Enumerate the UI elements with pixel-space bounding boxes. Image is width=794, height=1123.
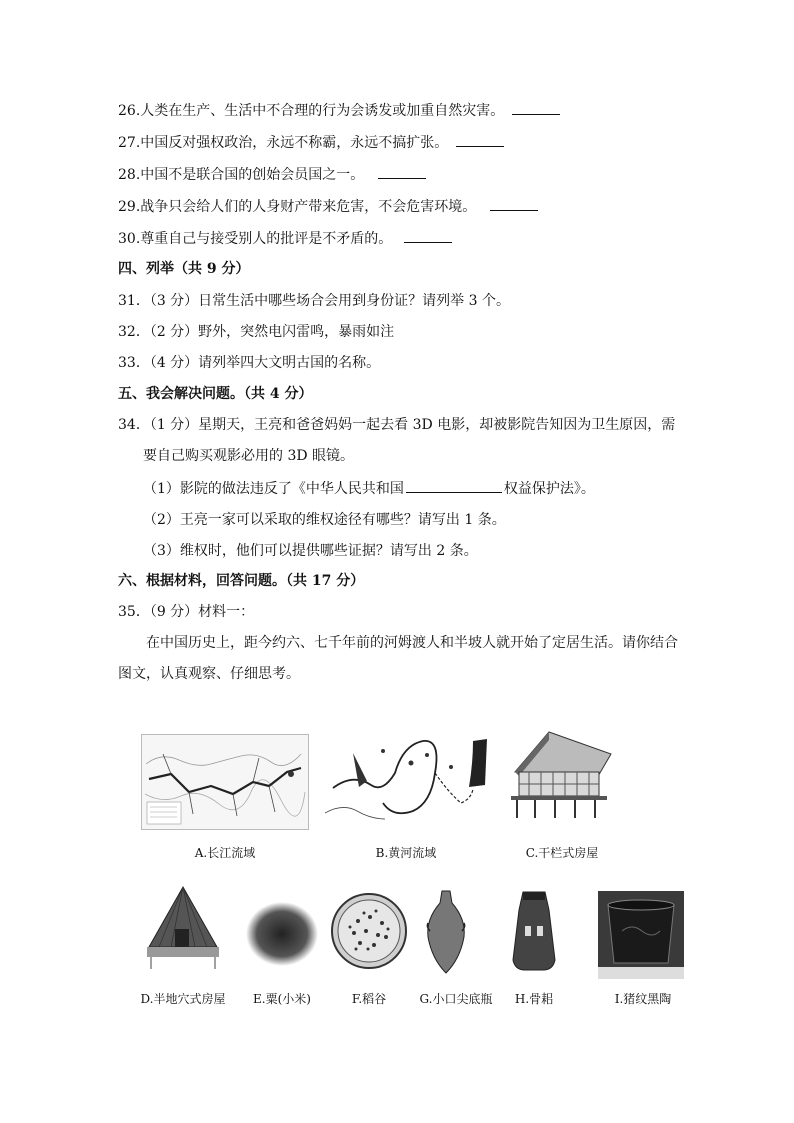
caption-a: A.长江流域 — [194, 846, 256, 860]
caption-c: C.干栏式房屋 — [525, 846, 599, 860]
material-paragraph-line2: 图文，认真观察、仔细思考。 — [118, 666, 300, 682]
caption-b: B.黄河流域 — [375, 846, 437, 860]
question-number: 30. — [118, 231, 141, 247]
question-number: 26. — [118, 103, 141, 119]
caption-f: F.稻谷 — [351, 992, 387, 1006]
millet-image — [243, 898, 321, 970]
answer-blank[interactable] — [512, 100, 560, 115]
question-29 — [118, 196, 538, 217]
answer-blank[interactable] — [404, 228, 452, 243]
question-text: 人类在生产、生活中不合理的行为会诱发或加重自然灾害。 — [140, 103, 505, 119]
answer-blank[interactable] — [378, 164, 426, 179]
yellow-river-map-image — [323, 733, 489, 831]
sub1-text-after: 权益保护法》。 — [503, 481, 595, 497]
answer-blank[interactable] — [456, 132, 504, 147]
answer-blank[interactable] — [490, 196, 538, 211]
question-text: 尊重自己与接受别人的批评是不矛盾的。 — [140, 231, 393, 247]
caption-i: I.猪纹黑陶 — [614, 992, 672, 1006]
question-34-sub3: （3）维权时，他们可以提供哪些证据？请写出 2 条。 — [143, 543, 478, 559]
question-text: 中国不是联合国的创始会员国之一。 — [140, 167, 365, 183]
question-number: 28. — [118, 167, 141, 183]
question-text: 战争只会给人们的人身财产带来危害，不会危害环境。 — [140, 199, 477, 215]
question-number: 29. — [118, 199, 141, 215]
question-34-sub1 — [143, 478, 595, 499]
material-paragraph-line1: 在中国历史上，距今约六、七千年前的河姆渡人和半坡人就开始了定居生活。请你结合 — [146, 635, 678, 651]
caption-d: D.半地穴式房屋 — [140, 992, 226, 1006]
semi-subterranean-house-image — [145, 885, 221, 971]
pointed-bottle-image — [424, 889, 468, 975]
question-text: 中国反对强权政治，永远不称霸，永远不搞扩张。 — [140, 135, 449, 151]
stilt-house-image — [505, 728, 619, 820]
section-5-title: 五、我会解决问题。（共 4 分） — [118, 386, 313, 402]
question-34-line2: 要自己购买观影必用的 3D 眼镜。 — [143, 448, 355, 464]
caption-g: G.小口尖底瓶 — [419, 992, 493, 1006]
section-6-title: 六、根据材料，回答问题。（共 17 分） — [118, 573, 365, 589]
question-28 — [118, 164, 426, 185]
sub1-text-before: （1）影院的做法违反了《中华人民共和国 — [143, 481, 404, 497]
black-pottery-image — [598, 891, 684, 979]
question-34-line1: 34．（1 分）星期天，王亮和爸爸妈妈一起去看 3D 电影，却被影院告知因为卫生原因，需 — [118, 417, 676, 433]
question-33: 33．（4 分）请列举四大文明古国的名称。 — [118, 355, 381, 371]
question-number: 27. — [118, 135, 141, 151]
rice-image — [330, 891, 408, 971]
question-31: 31．（3 分）日常生活中哪些场合会用到身份证？请列举 3 个。 — [118, 293, 510, 309]
caption-h: H.骨耜 — [514, 992, 554, 1006]
question-26 — [118, 100, 560, 121]
question-27 — [118, 132, 504, 153]
question-34-sub2: （2）王亮一家可以采取的维权途径有哪些？请写出 1 条。 — [143, 512, 506, 528]
question-32: 32．（2 分）野外，突然电闪雷鸣，暴雨如注 — [118, 324, 395, 340]
bone-spade-image — [509, 890, 559, 972]
yangtze-map-image — [141, 734, 309, 830]
question-30 — [118, 228, 452, 249]
question-35: 35．（9 分）材料一： — [118, 604, 255, 620]
law-name-blank[interactable] — [406, 478, 502, 493]
section-4-title: 四、列举（共 9 分） — [118, 261, 250, 277]
caption-e: E.粟(小米) — [253, 992, 311, 1006]
